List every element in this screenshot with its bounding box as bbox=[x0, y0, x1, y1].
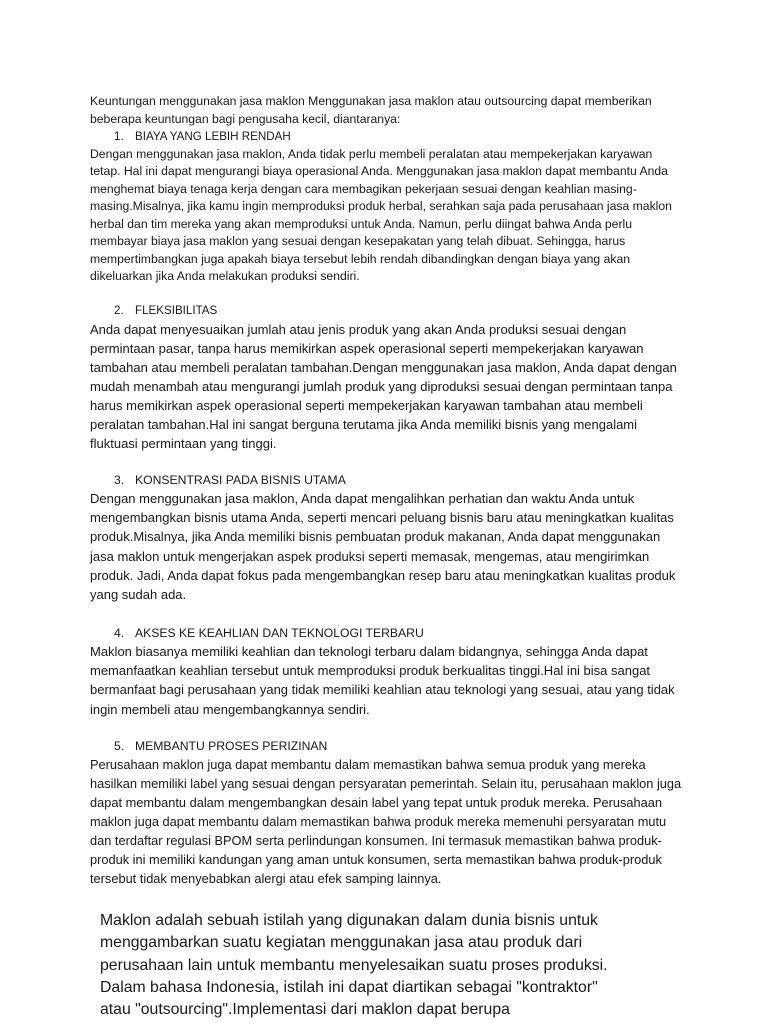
section-body: Dengan menggunakan jasa maklon, Anda dapat mengalihkan perhatian dan waktu Anda untuk mengembangkan bisnis utama Anda, seperti mencari peluang bisnis baru atau meningkatkan kualitas produk.Misalnya, jika Anda memiliki bisnis pembuatan produk makanan, Anda dapat menggunakan jasa maklon untuk mengerjakan aspek produksi seperti memasak, mengemas, atau mengirimkan produk. Jadi, Anda dapat fokus pada mengembangkan resep baru atau meningkatkan kualitas produk yang sudah ada. bbox=[90, 491, 676, 603]
section-perizinan bbox=[90, 737, 682, 888]
section-biaya-lebih-rendah bbox=[90, 128, 682, 286]
section-number: 1. bbox=[114, 130, 124, 143]
section-heading bbox=[90, 737, 682, 755]
section-heading bbox=[90, 624, 682, 642]
section-heading bbox=[90, 128, 682, 146]
section-body: Dengan menggunakan jasa maklon, Anda tidak perlu membeli peralatan atau mempekerjakan karyawan tetap. Hal ini dapat mengurangi biaya operasional Anda. Menggunakan jasa maklon dapat membantu Anda menghemat biaya tenaga kerja dengan cara membagikan pekerjaan sesuai dengan keahlian masing-masing.Misalnya, jika kamu ingin memproduksi produk herbal, serahkan saja pada perusahaan jasa maklon herbal dan tim mereka yang akan memproduksi untuk Anda. Namun, perlu diingat bahwa Anda perlu membayar biaya jasa maklon yang sesuai dengan kesepakatan yang telah dibuat. Sehingga, harus mempertimbangkan juga apakah biaya tersebut lebih rendah dibandingkan dengan biaya yang akan dikeluarkan jika Anda melakukan produksi sendiri. bbox=[90, 146, 672, 283]
section-heading bbox=[90, 471, 682, 489]
closing-paragraph: Maklon adalah sebuah istilah yang digunakan dalam dunia bisnis untuk menggambarkan suatu kegiatan menggunakan jasa atau produk dari perusahaan lain untuk membantu menyelesaikan suatu proses produksi. Dalam bahasa Indonesia, istilah ini dapat diartikan sebagai "kontraktor" atau "outsourcing".Implementasi dari maklon dapat berupa bbox=[100, 912, 608, 1019]
section-akses-keahlian bbox=[90, 624, 682, 719]
section-konsentrasi bbox=[90, 471, 682, 604]
section-body: Anda dapat menyesuaikan jumlah atau jenis produk yang akan Anda produksi sesuai dengan permintaan pasar, tanpa harus memikirkan aspek operasional seperti mempekerjakan karyawan tambahan atau membeli peralatan tambahan.Dengan menggunakan jasa maklon, Anda dapat dengan mudah menambah atau mengurangi jumlah produk yang diproduksi sesuai dengan permintaan tanpa harus memikirkan aspek operasional seperti mempekerjakan karyawan tambahan atau membeli peralatan tambahan.Hal ini sangat berguna terutama jika Anda memiliki bisnis yang mengalami fluktuasi permintaan yang tinggi. bbox=[90, 322, 677, 451]
intro-paragraph: Keuntungan menggunakan jasa maklon Menggunakan jasa maklon atau outsourcing dapat memberikan beberapa keuntungan bagi pengusaha kecil, diantaranya: bbox=[90, 94, 652, 126]
section-number: 5. bbox=[114, 739, 125, 753]
section-number: 4. bbox=[114, 626, 125, 640]
section-fleksibilitas bbox=[90, 302, 682, 453]
section-body: Perusahaan maklon juga dapat membantu dalam memastikan bahwa semua produk yang mereka hasilkan memiliki label yang sesuai dengan persyaratan pemerintah. Selain itu, perusahaan maklon juga dapat membantu dalam mengembangkan desain label yang tepat untuk produk mereka. Perusahaan maklon juga dapat membantu dalam memastikan bahwa produk mereka memenuhi persyaratan mutu dan terdaftar regulasi BPOM serta perlindungan konsumen. Ini termasuk memastikan bahwa produk-produk ini memiliki kandungan yang aman untuk konsumen, serta memastikan bahwa produk-produk tersebut tidak menyebabkan alergi atau efek samping lainnya. bbox=[90, 757, 682, 886]
section-title: BIAYA YANG LEBIH RENDAH bbox=[135, 130, 291, 143]
section-heading bbox=[90, 302, 682, 320]
section-title: AKSES KE KEAHLIAN DAN TEKNOLOGI TERBARU bbox=[135, 626, 424, 640]
section-number: 3. bbox=[114, 473, 125, 487]
section-title: FLEKSIBILITAS bbox=[135, 304, 218, 317]
section-body: Maklon biasanya memiliki keahlian dan teknologi terbaru dalam bidangnya, sehingga Anda dapat memanfaatkan keahlian tersebut untuk memproduksi produk berkualitas tinggi.Hal ini bisa sangat bermanfaat bagi perusahaan yang tidak memiliki keahlian atau teknologi yang sesuai, atau yang tidak ingin membeli atau mengembangkannya sendiri. bbox=[90, 644, 675, 717]
section-title: MEMBANTU PROSES PERIZINAN bbox=[135, 739, 328, 753]
section-number: 2. bbox=[114, 304, 124, 317]
section-title: KONSENTRASI PADA BISNIS UTAMA bbox=[135, 473, 346, 487]
